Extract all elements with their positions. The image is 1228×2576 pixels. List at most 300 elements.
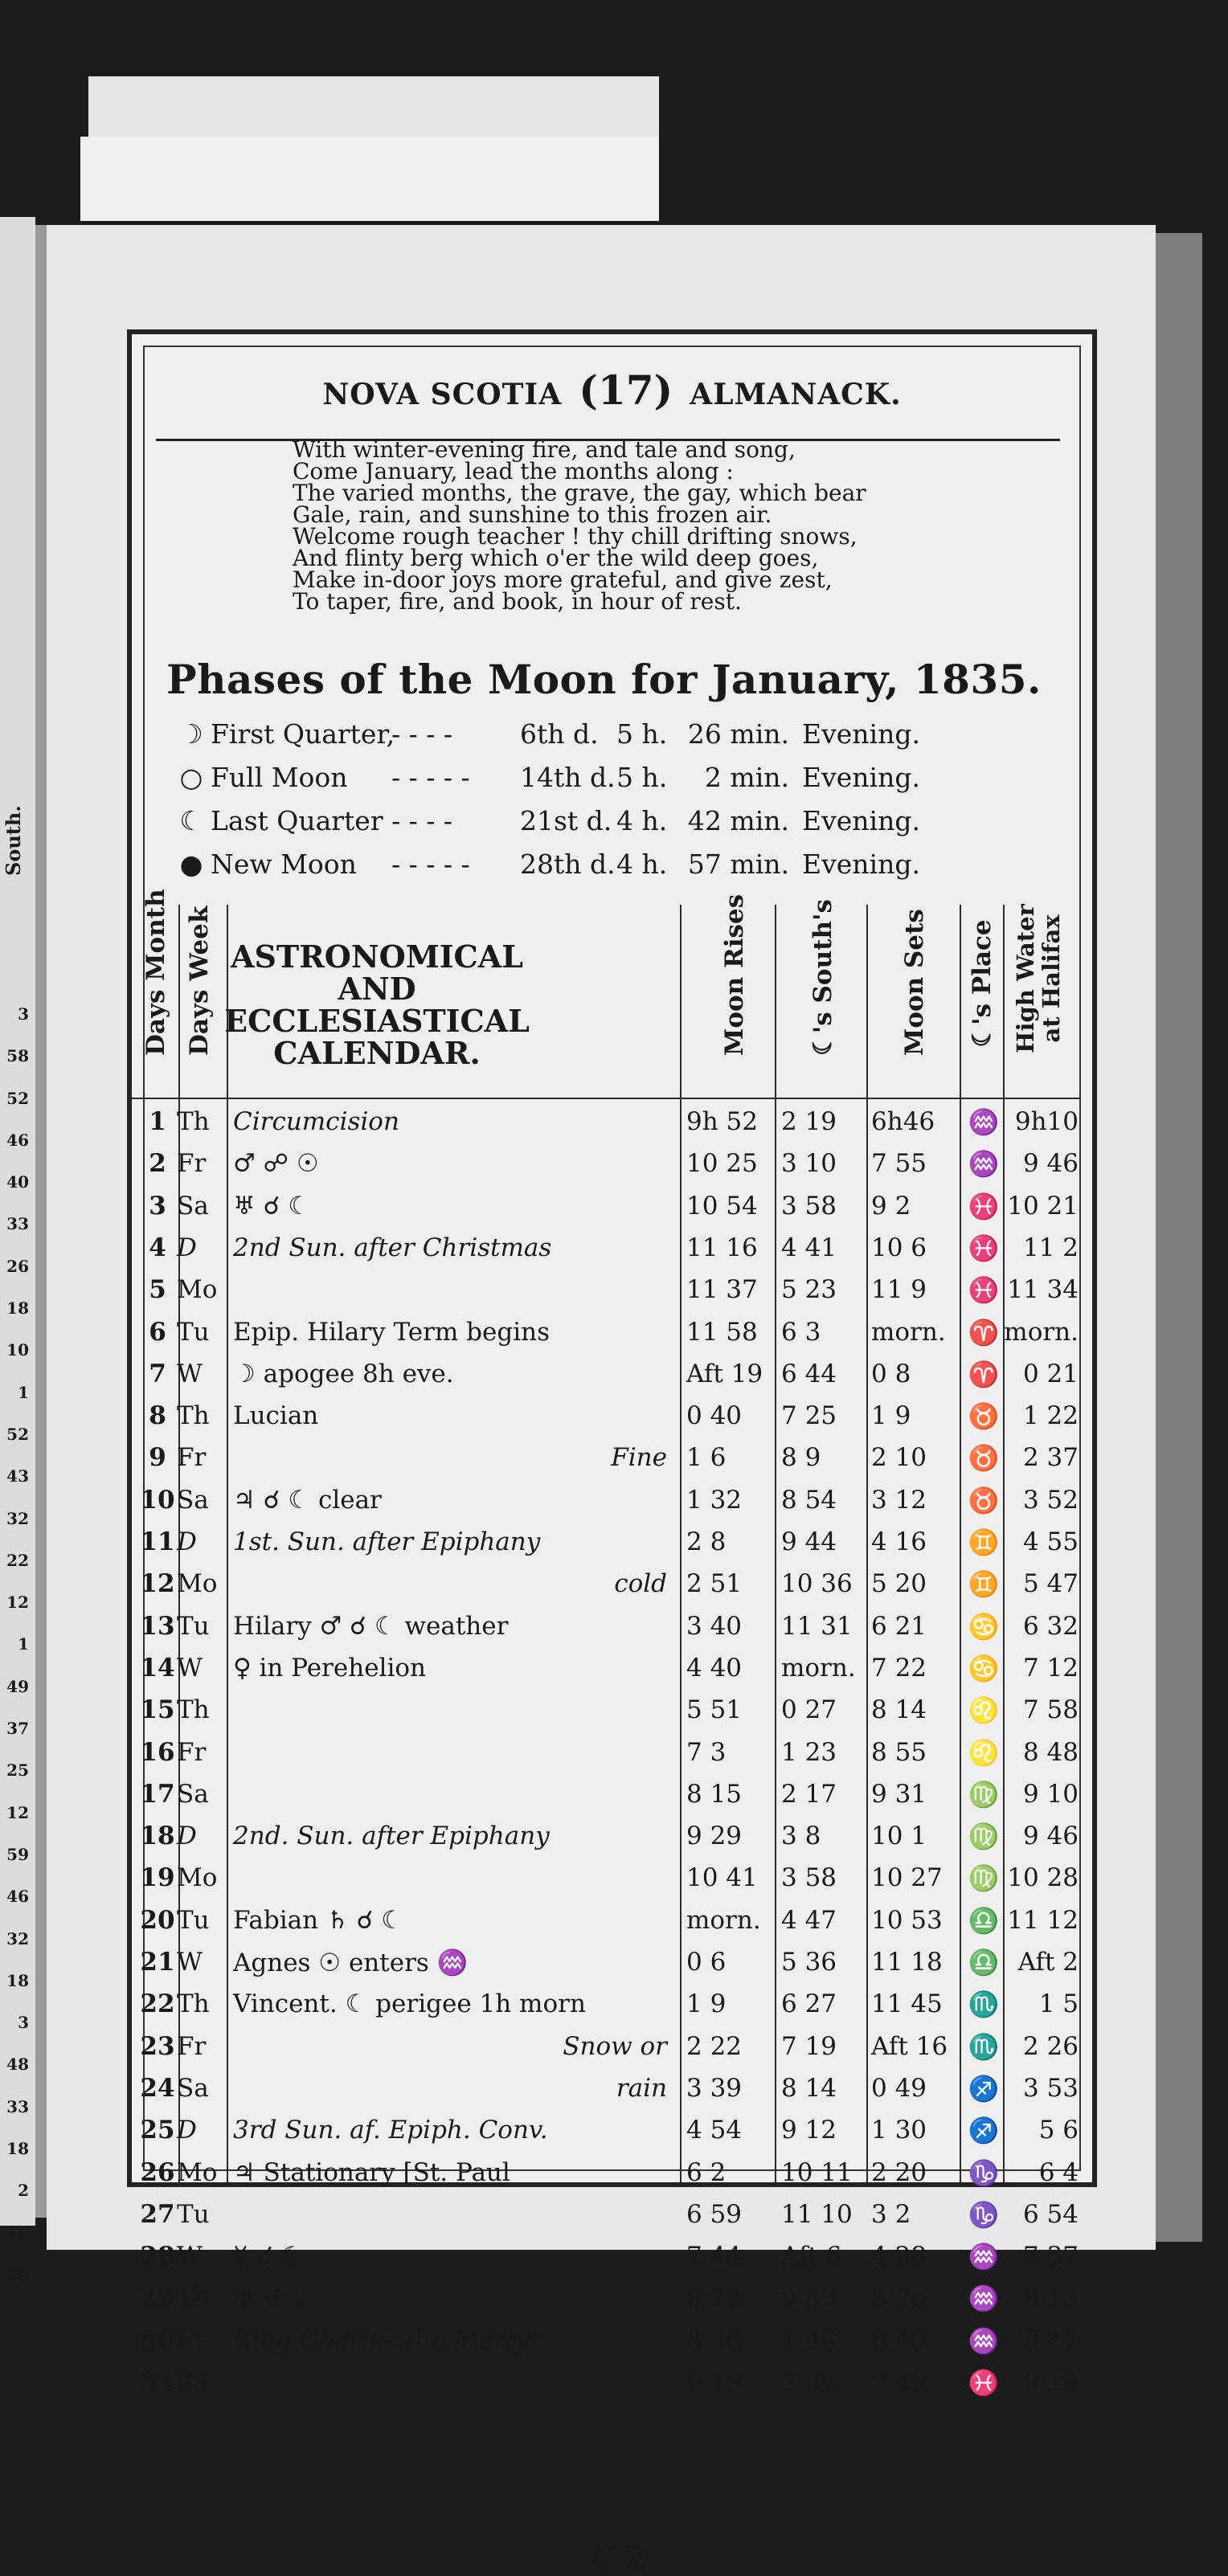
cell-moon-rises: 2 8	[686, 1527, 727, 1556]
cell-high-water: 11 34	[1007, 1275, 1079, 1305]
left-page-number: 59	[6, 1844, 29, 1864]
table-row	[132, 1229, 1079, 1270]
cell-moon-south: 7 25	[781, 1401, 837, 1431]
cell-high-water: 8 13	[1022, 2284, 1079, 2313]
cell-weekday: Fr	[177, 1443, 207, 1473]
left-page-number: 22	[6, 1550, 29, 1570]
phase-min: 26 min.	[687, 718, 789, 750]
cell-day: 7	[149, 1359, 166, 1388]
cell-moon-south: 7 19	[781, 2031, 837, 2061]
cell-moon-sets: 10 6	[871, 1233, 927, 1262]
cell-moon-rises: 8 22	[686, 2284, 743, 2313]
table-row	[132, 2069, 1079, 2111]
cell-moon-south: morn.	[781, 1653, 856, 1683]
cell-moon-sets: 2 20	[871, 2157, 927, 2187]
cell-moon-south: 10 11	[781, 2157, 853, 2187]
page-tab-shadow	[88, 76, 659, 141]
cell-moon-place: ♎	[968, 1948, 1000, 1977]
cell-weekday: Th	[177, 2284, 210, 2313]
cell-moon-south: 4 47	[781, 1905, 837, 1935]
cell-moon-sets: 8 55	[871, 1737, 927, 1767]
cell-moon-place: ♒	[968, 2326, 1000, 2356]
phase-dashes: - - - - -	[391, 762, 470, 793]
cell-moon-south: 11 31	[781, 1611, 853, 1641]
cell-moon-rises: 11 58	[686, 1317, 758, 1347]
cell-event: ♂ ☍ ☉	[233, 1149, 319, 1179]
cell-moon-place: ♑	[968, 2158, 1000, 2188]
cell-day: 8	[149, 1401, 166, 1431]
cell-moon-sets: 3 2	[871, 2199, 911, 2229]
cell-moon-place: ♍	[968, 1822, 1000, 1852]
left-page-edge	[35, 225, 47, 2218]
cell-weekday: D	[177, 1822, 197, 1851]
cell-moon-place: ♈	[968, 1360, 1000, 1389]
cell-moon-sets: 0 8	[871, 1359, 911, 1388]
cell-event: ♅ ☌ ☾	[233, 2284, 311, 2313]
cell-moon-sets: 11 45	[871, 1989, 943, 2019]
cell-day: 9	[149, 1443, 166, 1473]
cell-moon-south: 4 41	[781, 1233, 837, 1262]
cell-moon-rises: 8 15	[686, 1779, 743, 1809]
cell-moon-place: ♎	[968, 1906, 1000, 1936]
cell-event: 2nd Sun. after Christmas	[233, 1233, 552, 1262]
cell-event: ♀ in Perehelion	[233, 1653, 426, 1683]
table-row	[132, 1355, 1079, 1396]
cell-moon-sets: 10 27	[871, 1863, 943, 1893]
cell-moon-rises: 9 19	[686, 2368, 743, 2397]
cell-moon-sets: 5 20	[871, 1569, 927, 1599]
left-page-number: 46	[6, 1130, 29, 1150]
cell-weekday: Th	[177, 1695, 210, 1725]
cell-moon-rises: 4 54	[686, 2116, 743, 2145]
cell-moon-sets: 7 22	[871, 1653, 927, 1683]
left-page-number: 58	[6, 1046, 29, 1066]
phase-name: First Quarter,	[211, 718, 395, 750]
cell-moon-sets: 6 40	[871, 2325, 927, 2355]
cell-weekday: Sa	[177, 2073, 209, 2103]
table-row	[132, 1691, 1079, 1732]
cell-moon-place: ♍	[968, 1780, 1000, 1809]
phase-day: 14th d.	[520, 762, 616, 793]
cell-moon-south: 3 10	[781, 1149, 837, 1179]
cell-event: ♅ ☌ ☾	[233, 1191, 311, 1221]
cell-moon-rises: 11 16	[686, 1233, 758, 1262]
cell-moon-place: ♏	[968, 1990, 1000, 2020]
cell-moon-south: 10 36	[781, 1569, 853, 1599]
cell-high-water: 1 22	[1022, 1401, 1079, 1431]
cell-moon-sets: 1 9	[871, 1401, 911, 1431]
cell-weekday: W	[177, 1359, 203, 1388]
phase-min: 2 min.	[704, 762, 789, 793]
phase-min: 57 min.	[687, 848, 789, 880]
left-page-number: 29	[6, 2264, 29, 2284]
cell-weekday: Mo	[177, 1275, 218, 1305]
cell-high-water: 1 5	[1038, 1989, 1079, 2019]
table-row	[132, 2321, 1079, 2363]
cell-high-water: 2 26	[1022, 2031, 1079, 2061]
cell-moon-sets: 9 2	[871, 1191, 911, 1221]
table-row	[132, 1858, 1079, 1900]
cell-high-water: 6 54	[1022, 2199, 1079, 2229]
left-page-number: 33	[6, 1214, 29, 1234]
cell-weekday: W	[177, 1948, 203, 1977]
cell-day: 28	[140, 2242, 175, 2271]
cell-high-water: 7 58	[1022, 1695, 1079, 1725]
cell-moon-south: 6 27	[781, 1989, 837, 2019]
col-moon-place: ☾'s Place	[968, 919, 997, 1048]
cell-day: 24	[140, 2073, 175, 2103]
cell-moon-south: 2 19	[781, 1107, 837, 1136]
poem	[293, 436, 1016, 615]
cell-moon-place: ♋	[968, 1612, 1000, 1642]
cell-weekday: Mo	[177, 2157, 218, 2187]
cell-moon-place: ♈	[968, 1318, 1000, 1347]
cell-moon-place: ♒	[968, 1150, 1000, 1180]
poem-line: The varied months, the grave, the gay, which bear	[293, 480, 866, 506]
cell-day: 3	[149, 1191, 166, 1221]
cell-day: 10	[140, 1485, 175, 1515]
cell-high-water: Aft 2	[1017, 1948, 1079, 1977]
cell-day: 17	[140, 1779, 175, 1809]
table-row	[132, 1985, 1079, 2026]
table-row	[132, 2279, 1079, 2320]
left-page-number: 33	[6, 2096, 29, 2116]
cell-moon-sets: Aft 16	[871, 2031, 948, 2061]
cell-event: 2nd. Sun. after Epiphany	[233, 1822, 550, 1851]
cell-high-water: 11 12	[1007, 1905, 1079, 1935]
cell-moon-rises: 1 9	[686, 1989, 727, 2019]
page-edge	[1156, 233, 1202, 2242]
cell-weekday: Tu	[177, 2199, 210, 2229]
left-page-number: 18	[6, 1298, 29, 1319]
page-tab	[80, 137, 659, 221]
table-row	[132, 1564, 1079, 1606]
phase-dashes: - - - - -	[391, 848, 470, 880]
cell-moon-sets: 7 55	[871, 1149, 927, 1179]
cell-day: 4	[149, 1233, 166, 1262]
cell-weekday: Mo	[177, 1569, 218, 1599]
cell-moon-sets: 4 28	[871, 2242, 927, 2271]
phase-hour: 5 h.	[616, 718, 668, 750]
cell-moon-place: ♒	[968, 1108, 1000, 1137]
col-moon-rises: Moon Rises	[720, 893, 749, 1056]
cell-weekday: Mo	[177, 1863, 218, 1893]
page-header	[132, 366, 1092, 423]
table-row	[132, 2027, 1079, 2069]
col-moon-sets: Moon Sets	[900, 909, 929, 1056]
cell-high-water: 9 46	[1022, 1822, 1079, 1851]
cell-event: Agnes ☉ enters ♒	[233, 1948, 469, 1977]
left-page-number: 2	[18, 2181, 29, 2201]
cell-weekday: Th	[177, 1401, 210, 1431]
phase-symbol-icon: ○	[179, 762, 203, 793]
cell-moon-south: 8 14	[781, 2073, 837, 2103]
cell-moon-place: ♐	[968, 2074, 1000, 2104]
poem-line: And flinty berg which o'er the wild deep goes,	[293, 545, 819, 571]
cell-moon-place: ♌	[968, 1696, 1000, 1726]
phase-symbol-icon: ☽	[179, 718, 203, 750]
poem-line: With winter-evening fire, and tale and song,	[293, 436, 796, 463]
table-row	[132, 1943, 1079, 1985]
cell-high-water: morn.	[1004, 1317, 1079, 1347]
cell-moon-south: 11 10	[781, 2199, 853, 2229]
col-moon-south: ☾'s South's	[808, 899, 837, 1056]
cell-day: 12	[140, 1569, 175, 1599]
col-days-week: Days Week	[185, 906, 214, 1056]
cell-high-water: 5 47	[1022, 1569, 1079, 1599]
cell-moon-south: 8 54	[781, 1485, 837, 1515]
cell-moon-sets: 2 10	[871, 1443, 927, 1473]
cell-moon-sets: 3 12	[871, 1485, 927, 1515]
almanac-frame	[127, 329, 1097, 2576]
cell-moon-place: ♐	[968, 2116, 1000, 2146]
cell-event: King Charles the Martyr	[233, 2325, 542, 2355]
cell-moon-rises: 5 51	[686, 1695, 743, 1725]
cell-weekday: W	[177, 2242, 203, 2271]
phase-row	[172, 718, 1056, 762]
table-row	[132, 1607, 1079, 1649]
cell-event: ♃ Stationary [St. Paul	[233, 2157, 510, 2187]
cell-day: 19	[140, 1863, 175, 1893]
cell-moon-sets: 0 49	[871, 2073, 927, 2103]
header-left: NOVA SCOTIA	[322, 378, 563, 411]
cell-moon-place: ♏	[968, 2032, 1000, 2062]
cell-high-water: 7 12	[1022, 1653, 1079, 1683]
cell-event: cold	[614, 1569, 667, 1599]
cell-high-water: 0 21	[1022, 1359, 1079, 1388]
cell-moon-place: ♓	[968, 1233, 1000, 1263]
left-page-number: 18	[6, 1970, 29, 1990]
table-row	[132, 1649, 1079, 1691]
cell-high-water: 9 19	[1022, 2368, 1079, 2397]
cell-moon-south: 5 23	[781, 1275, 837, 1305]
cell-day: 23	[140, 2031, 175, 2061]
cell-moon-sets: 6h46	[871, 1107, 935, 1136]
table-row	[132, 1481, 1079, 1523]
rule-header-bottom	[132, 1098, 1080, 1099]
cell-day: 25	[140, 2116, 175, 2145]
cell-moon-place: ♓	[968, 1192, 1000, 1221]
cell-event: Vincent. ☾ perigee 1h morn	[233, 1989, 586, 2019]
cell-weekday: Th	[177, 1107, 210, 1136]
cell-moon-rises: 11 37	[686, 1275, 758, 1305]
phase-day: 6th d.	[520, 718, 599, 750]
left-page-number: 43	[6, 1466, 29, 1486]
phase-name: New Moon	[211, 848, 357, 880]
cell-moon-place: ♉	[968, 1402, 1000, 1432]
phase-name: Full Moon	[211, 762, 348, 793]
cell-high-water: 11 2	[1022, 1233, 1079, 1262]
cell-weekday: Tu	[177, 1317, 210, 1347]
table-row	[132, 1396, 1079, 1438]
poem-line: Make in-door joys more grateful, and give zest,	[293, 566, 833, 593]
cell-moon-south: 2 17	[781, 1779, 837, 1809]
phase-row	[172, 762, 1056, 805]
cell-moon-rises: 4 40	[686, 1653, 743, 1683]
phase-hour: 4 h.	[616, 805, 668, 836]
phase-name: Last Quarter	[211, 805, 383, 836]
left-page-number: 12	[6, 1593, 29, 1613]
cell-weekday: Fr	[177, 2325, 207, 2355]
cell-moon-sets: 5 26	[871, 2284, 927, 2313]
cell-moon-sets: 7 49	[871, 2368, 927, 2397]
cell-moon-sets: 9 31	[871, 1779, 927, 1809]
cell-high-water: 9 46	[1022, 1149, 1079, 1179]
cell-moon-rises: Aft 19	[686, 1359, 763, 1388]
cell-weekday: Fr	[177, 2031, 207, 2061]
cell-weekday: Sa	[177, 1779, 209, 1809]
cell-weekday: Fr	[177, 1737, 207, 1767]
table-row	[132, 1775, 1079, 1817]
left-page-number: 52	[6, 1088, 29, 1108]
table-row	[132, 2237, 1079, 2279]
cell-moon-south: 3 8	[781, 1822, 821, 1851]
cell-moon-rises: 10 54	[686, 1191, 758, 1221]
phase-row	[172, 805, 1056, 848]
left-page-number: 18	[6, 2139, 29, 2159]
cell-event: ♃ ☌ ☾ clear	[233, 1485, 382, 1515]
phase-min: 42 min.	[687, 805, 789, 836]
cell-moon-south: 5 36	[781, 1948, 837, 1977]
cell-moon-rises: 7 44	[686, 2242, 743, 2271]
left-page-number: 1	[18, 1634, 29, 1654]
cell-moon-place: ♍	[968, 1864, 1000, 1894]
cell-day: 30	[140, 2325, 175, 2355]
cell-day: 16	[140, 1737, 175, 1767]
cell-event: Fabian ♄ ☌ ☾	[233, 1905, 404, 1935]
cell-moon-sets: 10 53	[871, 1905, 943, 1935]
header-right: ALMANACK.	[690, 378, 902, 411]
cell-moon-sets: 11 9	[871, 1275, 927, 1305]
cell-high-water: 6 4	[1038, 2157, 1079, 2187]
cell-moon-rises: morn.	[686, 1905, 761, 1935]
cell-moon-south: 6 44	[781, 1359, 837, 1388]
left-page-number: 3	[18, 2013, 29, 2033]
cell-day: 26	[140, 2157, 175, 2187]
cell-moon-rises: 1 6	[686, 1443, 727, 1473]
table-row	[132, 1817, 1079, 1858]
phase-symbol-icon: ☾	[179, 805, 203, 836]
phase-dashes: - - - -	[391, 805, 453, 836]
cell-weekday: Tu	[177, 1611, 210, 1641]
cell-moon-sets: morn.	[871, 1317, 946, 1347]
cell-moon-rises: 6 59	[686, 2199, 743, 2229]
phase-symbol-icon: ●	[179, 848, 203, 880]
cell-day: 31	[140, 2368, 175, 2397]
cell-weekday: Th	[177, 1989, 210, 2019]
cell-high-water: 4 55	[1022, 1527, 1079, 1556]
left-page-numbers	[0, 1004, 29, 2307]
cell-high-water: 5 6	[1038, 2116, 1079, 2145]
cell-high-water: 10 21	[1007, 1191, 1079, 1221]
cell-high-water: 3 53	[1022, 2073, 1079, 2103]
cell-weekday: Fr	[177, 1149, 207, 1179]
cell-moon-rises: 3 39	[686, 2073, 743, 2103]
phases-title: Phases of the Moon for January, 1835.	[166, 656, 1042, 703]
cell-moon-rises: 9 29	[686, 1822, 743, 1851]
phase-row	[172, 848, 1056, 892]
cell-moon-rises: 10 25	[686, 1149, 758, 1179]
cell-moon-south: 8 9	[781, 1443, 821, 1473]
table-row	[132, 1102, 1079, 1144]
table-row	[132, 1438, 1079, 1480]
cell-moon-south: 2 34	[781, 2368, 837, 2397]
cell-weekday: D	[177, 1527, 197, 1556]
cell-day: 11	[140, 1527, 175, 1556]
calendar-table	[132, 889, 1080, 2398]
left-page-number: 46	[6, 1887, 29, 1907]
cell-moon-place: ♑	[968, 2200, 1000, 2230]
table-row	[132, 1523, 1079, 1564]
poem-line: Gale, rain, and sunshine to this frozen air.	[293, 501, 772, 528]
footer-signature: C 2	[590, 2540, 646, 2576]
cell-moon-rises: 9h 52	[686, 1107, 758, 1136]
cell-moon-south: 3 58	[781, 1863, 837, 1893]
phase-time: Evening.	[802, 805, 920, 836]
left-page-number: 37	[6, 1719, 29, 1739]
table-row	[132, 2111, 1079, 2153]
phase-time: Evening.	[802, 718, 920, 750]
cell-day: 5	[149, 1275, 166, 1305]
cell-day: 27	[140, 2199, 175, 2229]
table-row	[132, 1313, 1079, 1355]
cell-event: ☽ apogee 8h eve.	[233, 1359, 454, 1388]
left-page-number: 26	[6, 1256, 29, 1276]
cell-moon-south: 3 58	[781, 1191, 837, 1221]
cell-moon-south: 6 3	[781, 1317, 821, 1347]
cell-event: 1st. Sun. after Epiphany	[233, 1527, 541, 1556]
cell-weekday: D	[177, 1233, 197, 1262]
cell-moon-rises: 0 40	[686, 1401, 743, 1431]
left-page-number: 49	[6, 1676, 29, 1696]
cell-event: Circumcision	[233, 1107, 399, 1136]
cell-day: 22	[140, 1989, 175, 2019]
col-days-month: Days Month	[141, 889, 170, 1056]
table-row	[132, 1144, 1079, 1186]
poem-line: Come January, lead the months along :	[293, 458, 734, 485]
left-page-number: 12	[6, 1802, 29, 1822]
cell-moon-sets: 8 14	[871, 1695, 927, 1725]
cell-weekday: Tu	[177, 1905, 210, 1935]
cell-day: 6	[149, 1317, 166, 1347]
poem-line: Welcome rough teacher ! thy chill drifting snows,	[293, 523, 858, 550]
cell-day: 13	[140, 1611, 175, 1641]
left-page-number: 32	[6, 1928, 29, 1948]
table-row	[132, 1187, 1079, 1229]
left-page-number: 48	[6, 2055, 29, 2075]
left-page-number: 10	[6, 1340, 29, 1360]
cell-moon-sets: 11 18	[871, 1948, 943, 1977]
cell-weekday: Sa	[177, 1485, 209, 1515]
cell-day: 15	[140, 1695, 175, 1725]
cell-event: Epip. Hilary Term begins	[233, 1317, 550, 1347]
cell-moon-rises: 0 6	[686, 1948, 727, 1977]
cell-moon-place: ♉	[968, 1444, 1000, 1474]
cell-moon-place: ♊	[968, 1528, 1000, 1557]
cell-moon-rises: 8 56	[686, 2325, 743, 2355]
table-row	[132, 1270, 1079, 1312]
phase-day: 28th d.	[520, 848, 616, 880]
cell-moon-place: ♒	[968, 2243, 1000, 2272]
cell-high-water: 9 10	[1022, 1779, 1079, 1809]
cell-moon-rises: 6 2	[686, 2157, 727, 2187]
cell-moon-rises: 2 22	[686, 2031, 743, 2061]
phase-hour: 5 h.	[616, 762, 668, 793]
col-high-water: High Water at Halifax	[1012, 904, 1065, 1053]
cell-day: 18	[140, 1822, 175, 1851]
cell-event: ☿ ☌ ☾	[233, 2242, 304, 2271]
left-page-number: 52	[6, 1424, 29, 1444]
